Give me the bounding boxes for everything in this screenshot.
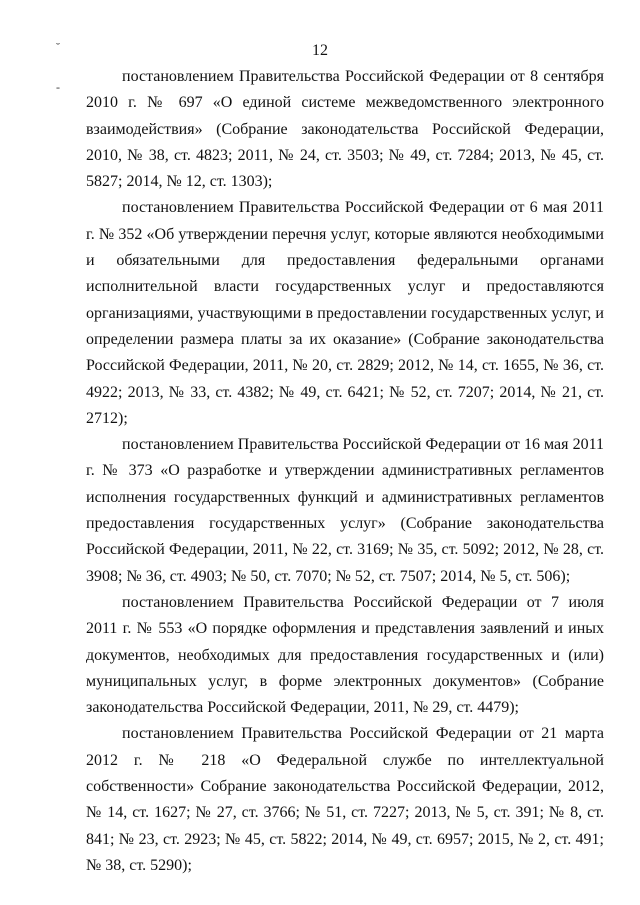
paragraph: постановлением Правительства Российской Федерации от 8 сентября 2010 г. № 697 «О единой системе межведомственного электронного взаимодействия» (Собрание законодательства Российской Федерации, 2010, № 38, ст. 4823; 2011, № 24, ст. 3503; № 49, ст. 7284; 2013, № 45, ст. 5827; 2014, № 12, ст. 1303); [86,68,604,191]
paragraph: постановлением Правительства Российской Федерации от 16 мая 2011 г. № 373 «О разработке и утверждении административных регламентов исполнения государственных функций и административных регламентов предоставления государственных услуг» (Собрание законодательства Российской Федерации, 2011, № 22, ст. 3169; № 35, ст. 5092; 2012, № 28, ст. 3908; № 36, ст. 4903; № 50, ст. 7070; № 52, ст. 7507; 2014, № 5, ст. 506); [86,436,604,585]
margin-mark: - [56,80,60,94]
paragraph: постановлением Правительства Российской Федерации от 21 марта 2012 г. № 218 «О Федеральной службе по интеллектуальной собственности» Собрание законодательства Российской Федерации, 2012, № 14, ст. 1627; № 27, ст. 3766; № 51, ст. 7227; 2013, № 5, ст. 391; № 8, ст. 841; № 23, ст. 2923; № 45, ст. 5822; 2014, № 49, ст. 6957; 2015, № 2, ст. 491; № 38, ст. 5290); [86,725,604,874]
paragraph: постановлением Правительства Российской Федерации от 6 мая 2011 г. № 352 «Об утверждении перечня услуг, которые являются необходимыми и обязательными для предоставления федеральными органами исполнительной власти государственных услуг и предоставляются организациями, участвующими в предоставлении государственных услуг, и определении размера платы за их оказание» (Собрание законодательства Российской Федерации, 2011, № 20, ст. 2829; 2012, № 14, ст. 1655, № 36, ст. 4922; 2013, № 33, ст. 4382; № 49, ст. 6421; № 52, ст. 7207; 2014, № 21, ст. 2712); [86,199,604,427]
document-body [86,64,604,879]
paragraph: постановлением Правительства Российской Федерации от 7 июля 2011 г. № 553 «О порядке оформления и представления заявлений и иных документов, необходимых для предоставления государственных и (или) муниципальных услуг, в форме электронных документов» (Собрание законодательства Российской Федерации, 2011, № 29, ст. 4479); [86,593,604,717]
margin-mark: ˘ [56,40,60,54]
page-number: 12 [312,42,328,59]
